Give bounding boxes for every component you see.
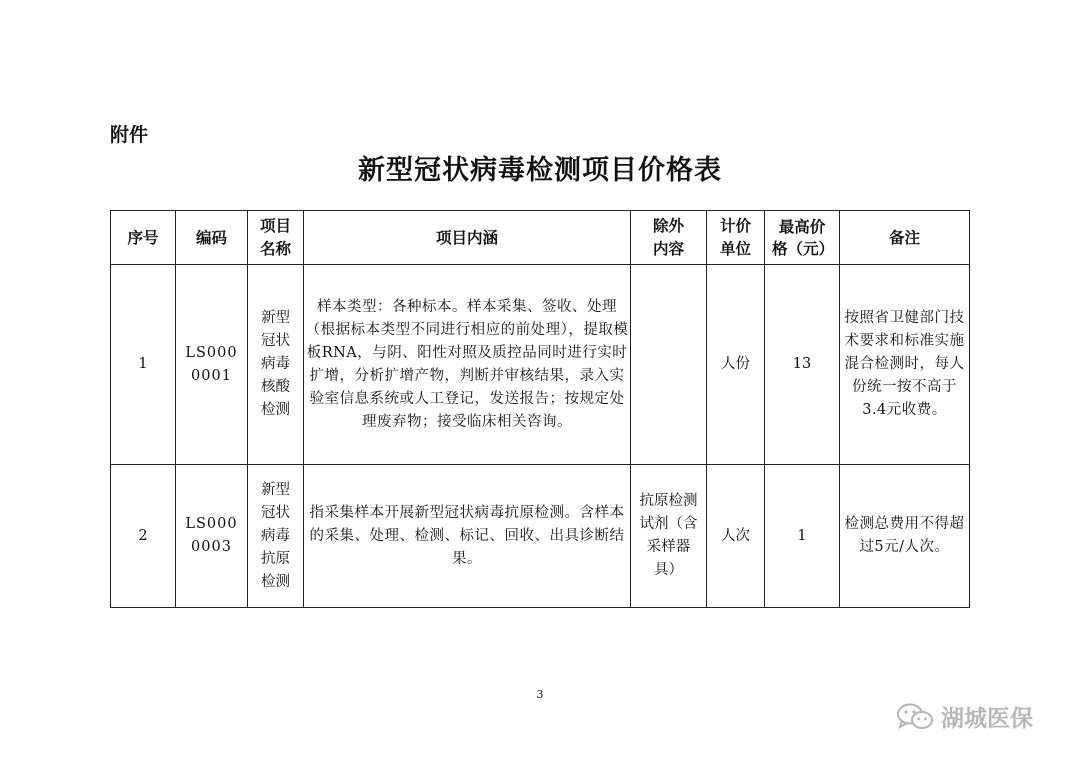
cell-name <box>248 465 304 608</box>
attachment-label: 附件 <box>110 124 149 146</box>
header-name <box>248 211 304 265</box>
cell-name-text: 新型冠状病毒核酸检测 <box>261 310 290 418</box>
cell-remark: 检测总费用不得超过5元/人次。 <box>840 465 970 608</box>
header-unit <box>707 211 765 265</box>
cell-exclusions <box>631 265 707 465</box>
cell-unit: 人次 <box>707 465 765 608</box>
cell-name <box>248 265 304 465</box>
document-title: 新型冠状病毒检测项目价格表 <box>358 155 722 186</box>
cell-max-price: 1 <box>765 465 840 608</box>
cell-unit: 人份 <box>707 265 765 465</box>
price-table <box>110 210 970 608</box>
cell-exclusions-text: 抗原检测试剂（含采样器具） <box>639 493 698 578</box>
cell-content: 样本类型：各种标本。样本采集、签收、处理（根据标本类型不同进行相应的前处理），提取模板RNA，与阴、阳性对照及质控品同时进行实时扩增，分析扩增产物，判断并审核结果，录入实验室信息系统或人工登记，发送报告；按规定处理废弃物；接受临床相关咨询。 <box>304 265 631 465</box>
cell-exclusions <box>631 465 707 608</box>
cell-index: 2 <box>111 465 176 608</box>
header-name-text: 项目名称 <box>259 216 291 258</box>
watermark <box>895 700 1033 733</box>
header-max-price-text: 最高价格（元） <box>772 217 835 258</box>
header-code: 编码 <box>176 211 248 265</box>
cell-code-text: LS0000003 <box>185 516 238 555</box>
header-max-price <box>765 211 840 265</box>
watermark-text: 湖城医保 <box>941 706 1033 732</box>
cell-code <box>176 465 248 608</box>
cell-code <box>176 265 248 465</box>
table-row <box>111 465 970 608</box>
header-content: 项目内涵 <box>304 211 631 265</box>
cell-name-text: 新型冠状病毒抗原检测 <box>261 481 290 590</box>
cell-content: 指采集样本开展新型冠状病毒抗原检测。含样本的采集、处理、检测、标记、回收、出具诊断结果。 <box>304 465 631 608</box>
cell-remark: 按照省卫健部门技术要求和标准实施混合检测时，每人份统一按不高于3.4元收费。 <box>840 265 970 465</box>
cell-code-text: LS0000001 <box>185 344 238 384</box>
header-index: 序号 <box>111 211 176 265</box>
header-remark: 备注 <box>840 211 970 265</box>
header-exclusions-text: 除外内容 <box>652 216 684 258</box>
cell-index: 1 <box>111 265 176 465</box>
wechat-icon <box>895 702 935 732</box>
page-number: 3 <box>536 688 544 701</box>
table-header-row <box>111 211 970 265</box>
cell-max-price: 13 <box>765 265 840 465</box>
header-unit-text: 计价单位 <box>719 216 751 258</box>
header-exclusions <box>631 211 707 265</box>
table-row <box>111 265 970 465</box>
